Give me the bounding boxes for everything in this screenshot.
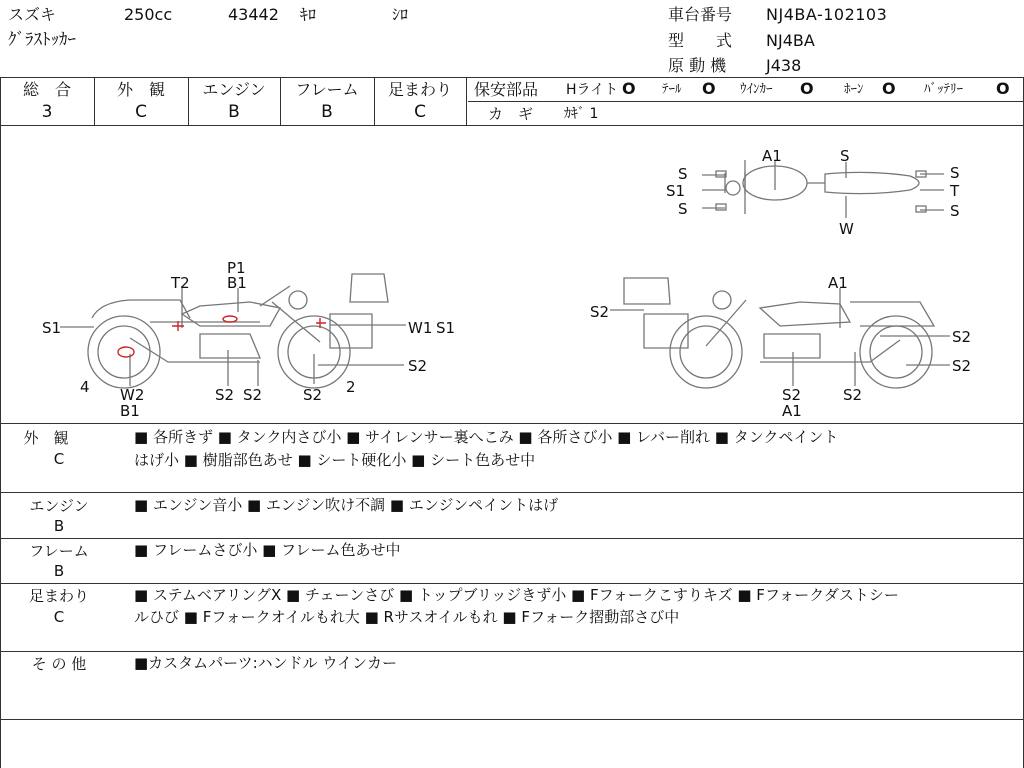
diagram-label: S2: [215, 386, 235, 404]
safety-item-horn: ﾎｰﾝ: [844, 82, 864, 97]
grade-value-engine: B: [228, 102, 240, 122]
grade-label-frame: フレーム: [295, 80, 359, 99]
grade-value-frame: B: [321, 102, 333, 122]
diagram-label: A1: [828, 274, 848, 292]
divider: [0, 423, 1024, 424]
frame-no-label: 車台番号: [668, 5, 733, 24]
key-label: カ ギ: [488, 105, 534, 123]
remark-grade-exterior: C: [53, 450, 65, 468]
safety-item-tail: ﾃｰﾙ: [662, 82, 682, 97]
remark-grade-engine: B: [53, 517, 65, 535]
diagram-label: T2: [171, 274, 190, 292]
engine-cc: 250cc: [124, 5, 173, 24]
remark-grade-suspension: C: [53, 608, 65, 626]
divider: [0, 77, 1024, 78]
grade-label-engine: エンジン: [202, 80, 266, 99]
bike-damage-diagram: [0, 126, 1024, 422]
type-label: 型 式: [668, 31, 733, 50]
engine-value: J438: [766, 56, 802, 75]
key-value: ｶｷﾞ 1: [564, 106, 599, 122]
diagram-label: S2: [408, 357, 428, 375]
remark-label-other: そ の 他: [31, 655, 87, 673]
diagram-label: S: [950, 202, 960, 220]
diagram-label: W2: [120, 386, 145, 404]
diagram-label: S: [678, 165, 688, 183]
diagram-label: A1: [782, 402, 802, 420]
bike-top-view: [702, 160, 944, 218]
grade-value-exterior: C: [135, 102, 147, 122]
diagram-label: P1: [227, 259, 246, 277]
diagram-label: A1: [762, 147, 782, 165]
mileage: 43442: [228, 5, 279, 24]
diagram-label: S: [950, 164, 960, 182]
bike-right-view: [610, 278, 950, 388]
safety-mark-battery: O: [996, 79, 1010, 98]
remark-text-suspension: ■ ステムベアリングX ■ チェーンさび ■ トップブリッジきず小 ■ Fフォークこすりキズ ■ Fフォークダストシー: [134, 586, 899, 604]
remark-text-other: ■カスタムパーツ:ハンドル ウインカー: [134, 654, 397, 672]
safety-item-headlight: Hライト: [566, 82, 619, 98]
divider: [468, 101, 1024, 102]
diagram-label: 4: [80, 378, 90, 396]
diagram-label: S1: [42, 319, 62, 337]
remark-label-engine: エンジン: [29, 497, 89, 515]
grade-label-exterior: 外 観: [116, 80, 165, 99]
body-color: ｼﾛ: [392, 5, 409, 24]
grade-label-suspension: 足まわり: [387, 80, 452, 99]
remark-label-exterior: 外 観: [23, 429, 69, 447]
frame-no: NJ4BA-102103: [766, 5, 888, 24]
diagram-label: S2: [952, 357, 972, 375]
diagram-label: S2: [782, 386, 802, 404]
safety-item-battery: ﾊﾞｯﾃﾘｰ: [924, 82, 963, 97]
safety-label: 保安部品: [474, 80, 539, 99]
remark-label-suspension: 足まわり: [28, 587, 89, 605]
safety-mark-horn: O: [882, 79, 896, 98]
remark-label-frame: フレーム: [29, 542, 89, 560]
diagram-label: S2: [590, 303, 610, 321]
diagram-label: S1: [436, 319, 456, 337]
diagram-label: T: [950, 182, 960, 200]
type-value: NJ4BA: [766, 31, 815, 50]
diagram-label: B1: [120, 402, 140, 420]
remark-grade-frame: B: [53, 562, 65, 580]
safety-mark-winker: O: [800, 79, 814, 98]
remark-text-exterior-2: はげ小 ■ 樹脂部色あせ ■ シート硬化小 ■ シート色あせ中: [134, 451, 536, 469]
divider: [0, 492, 1024, 493]
diagram-label: W1: [408, 319, 433, 337]
safety-item-winker: ｳｲﾝｶｰ: [740, 82, 773, 97]
diagram-label: 2: [346, 378, 356, 396]
grade-value-overall: 3: [41, 102, 53, 122]
maker: スズキ: [8, 5, 57, 24]
divider: [0, 719, 1024, 720]
diagram-label: S2: [952, 328, 972, 346]
diagram-label: W: [839, 220, 854, 238]
mileage-unit: ｷﾛ: [300, 5, 317, 24]
grade-value-suspension: C: [414, 102, 426, 122]
safety-mark-headlight: O: [622, 79, 636, 98]
divider: [466, 77, 467, 125]
diagram-label: S: [840, 147, 850, 165]
diagram-label: S1: [666, 182, 686, 200]
remark-text-engine: ■ エンジン音小 ■ エンジン吹け不調 ■ エンジンペイントはげ: [134, 496, 559, 514]
engine-label: 原 動 機: [668, 56, 727, 75]
diagram-label: S2: [303, 386, 323, 404]
safety-mark-tail: O: [702, 79, 716, 98]
remark-text-exterior: ■ 各所きず ■ タンク内さび小 ■ サイレンサー裏へこみ ■ 各所さび小 ■ レバー削れ ■ タンクペイント: [134, 428, 839, 446]
remark-text-suspension-2: ルひび ■ Fフォークオイルもれ大 ■ Rサスオイルもれ ■ Fフォーク摺動部さび中: [134, 608, 680, 626]
diagram-label: S2: [843, 386, 863, 404]
diagram-label: B1: [227, 274, 247, 292]
diagram-label: S2: [243, 386, 263, 404]
diagram-label: S: [678, 200, 688, 218]
remark-text-frame: ■ フレームさび小 ■ フレーム色あせ中: [134, 541, 401, 559]
grade-label-overall: 総 合: [22, 80, 71, 99]
model-name: ｸﾞﾗｽﾄｯｶｰ: [8, 30, 76, 50]
